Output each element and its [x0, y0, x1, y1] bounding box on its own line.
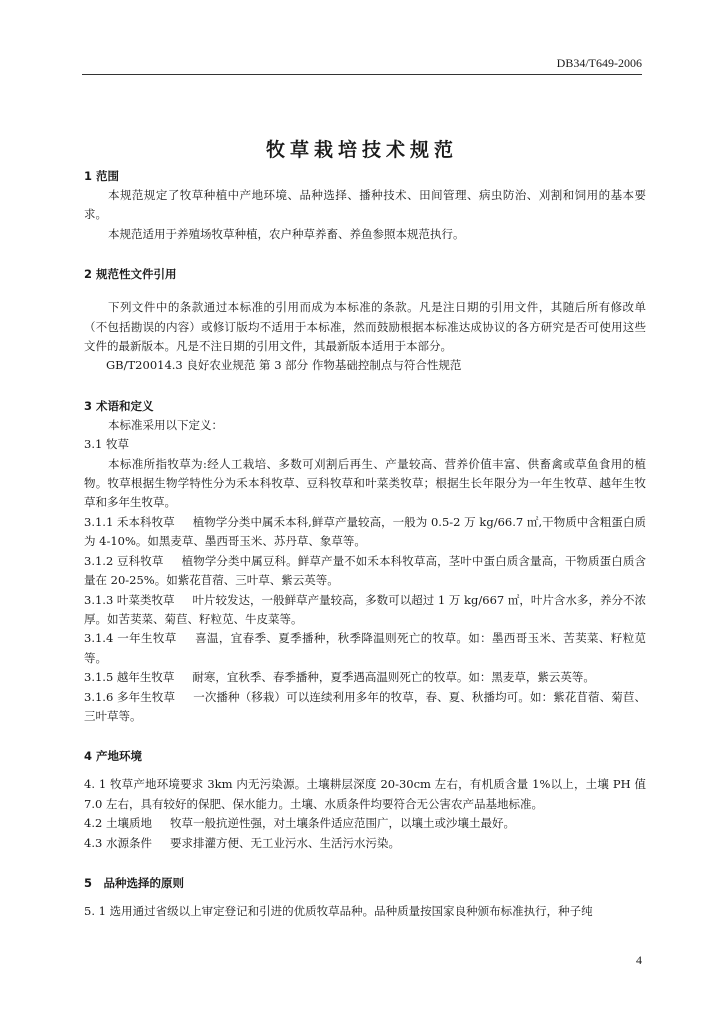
term-3-1-6-label: 3.1.6 多年生牧草	[84, 689, 176, 704]
section-5-heading: 5 品种选择的原则	[84, 875, 185, 890]
term-3-1-4-label: 3.1.4 一年生牧草	[84, 631, 177, 646]
section-2-heading: 2 规范性文件引用	[84, 267, 177, 282]
document-code: DB34/T649-2006	[556, 56, 642, 70]
page-number: 4	[636, 953, 642, 967]
section-4-paragraph-1: 4. 1 牧草产地环境要求 3km 内无污染源。土壤耕层深度 20-30cm 左右，有机质含量 1%以上，土壤 PH 值 7.0 左右，具有较好的保肥、保水能力。土壤、水质条件均要符合无公害农产品基地标准。	[84, 777, 646, 811]
term-3-1-5-label: 3.1.5 越年生牧草	[84, 670, 175, 685]
section-3-intro: 本标准采用以下定义：	[108, 417, 223, 432]
section-4-2-label: 4.2 土壤质地	[84, 816, 152, 831]
section-4-3-text: 要求排灌方便、无工业污水、生活污水污染。	[169, 835, 400, 850]
term-3-1-6	[84, 688, 646, 727]
document-body	[84, 166, 646, 921]
section-2-reference: GB/T20014.3 良好农业规范 第 3 部分 作物基础控制点与符合性规范	[106, 358, 462, 373]
section-4-paragraph-3	[84, 834, 646, 853]
term-3-1-2-text: 植物学分类中属豆科。鲜草产量不如禾本科牧草高，茎叶中蛋白质含量高，干物质蛋白质含量在 20-25%。如紫花苜蓿、三叶草、紫云英等。	[84, 553, 646, 588]
section-5-paragraph-1: 5. 1 选用通过省级以上审定登记和引进的优质牧草品种。品种质量按国家良种颁布标准执行，种子纯	[84, 903, 593, 918]
term-3-1-5	[84, 668, 646, 687]
term-3-1-label: 3.1 牧草	[84, 437, 129, 452]
term-3-1-6-text: 一次播种（移栽）可以连续利用多年的牧草，春、夏、秋播均可。如：紫花苜蓿、菊苣、三叶草等。	[84, 689, 646, 723]
section-3-heading: 3 术语和定义	[84, 398, 154, 413]
section-1-paragraph-2: 本规范适用于养殖场牧草种植，农户种草养畜、养鱼参照本规范执行。	[108, 226, 465, 241]
section-1-paragraph-1: 本规范规定了牧草种植中产地环境、品种选择、播种技术、田间管理、病虫防治、刈割和饲用的基本要求。	[84, 188, 646, 222]
document-title: 牧草栽培技术规范	[265, 139, 458, 161]
term-3-1-5-text: 耐寒，宜秋季、春季播种，夏季遇高温则死亡的牧草。如：黑麦草，紫云英等。	[192, 670, 595, 685]
term-3-1-text: 本标准所指牧草为:经人工栽培、多数可刈割后再生、产量较高、营养价值丰富、供畜禽或草鱼食用的植物。牧草根据生物学特性分为禾本科牧草、豆科牧草和叶菜类牧草；根据生长年限分为一年生牧草、越年生牧草和多年生牧草。	[84, 456, 646, 510]
term-3-1-1-label: 3.1.1 禾本科牧草	[84, 514, 175, 529]
section-2-paragraph-1: 下列文件中的条款通过本标准的引用而成为本标准的条款。凡是注日期的引用文件，其随后所有修改单（不包括勘误的内容）或修订版均不适用于本标准，然而鼓励根据本标准达成协议的各方研究是否可使用这些文件的最新版本。凡是不注日期的引用文件，其最新版本适用于本部分。	[84, 300, 646, 354]
section-4-paragraph-2	[84, 814, 646, 833]
term-3-1-2-label: 3.1.2 豆科牧草	[84, 553, 164, 568]
header-rule	[82, 74, 642, 75]
section-4-2-text: 牧草一般抗逆性强，对土壤条件适应范围广，以壤土或沙壤土最好。	[169, 816, 515, 831]
term-3-1-4-text: 喜温，宜春季、夏季播种，秋季降温则死亡的牧草。如：墨西哥玉米、苦荬菜、籽粒苋等。	[84, 631, 647, 665]
term-3-1-3-label: 3.1.3 叶菜类牧草	[84, 592, 175, 607]
term-3-1-3	[84, 591, 646, 630]
section-4-heading: 4 产地环境	[84, 749, 143, 764]
section-1-heading: 1 范围	[84, 169, 120, 183]
term-3-1-3-text: 叶片较发达，一般鲜草产量较高，多数可以超过 1 万 kg/667 ㎡，叶片含水多，养分不浓厚。如苦荬菜、菊苣、籽粒苋、牛皮菜等。	[84, 592, 646, 626]
section-4-3-label: 4.3 水源条件	[84, 835, 152, 850]
term-3-1-2	[84, 552, 646, 591]
term-3-1-1-text: 植物学分类中属禾本科,鲜草产量较高，一般为 0.5-2 万 kg/66.7 ㎡,干物质中含粗蛋白质为 4-10%。如黑麦草、墨西哥玉米、苏丹草、象草等。	[84, 514, 647, 549]
term-3-1-4	[84, 629, 646, 668]
term-3-1-1	[84, 513, 646, 552]
